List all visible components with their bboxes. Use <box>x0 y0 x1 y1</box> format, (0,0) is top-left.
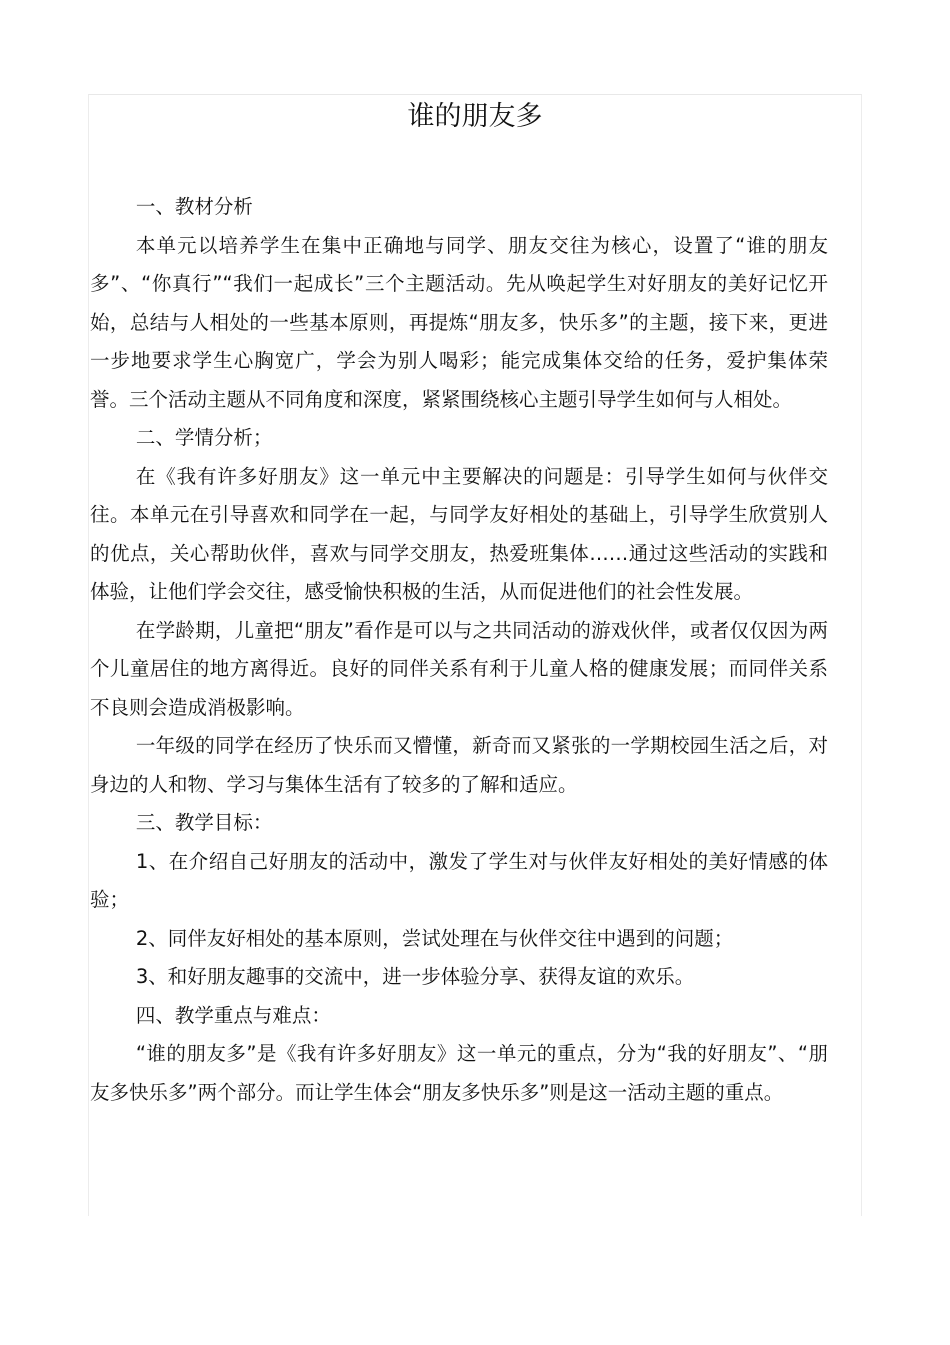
paragraph-learner-analysis-2: 在学龄期，儿童把“朋友”看作是可以与之共同活动的游戏伙伴，或者仅仅因为两个儿童居住的地方离得近。良好的同伴关系有利于儿童人格的健康发展；而同伴关系不良则会造成消极影响。 <box>90 618 828 719</box>
goal-item-3: 3、和好朋友趣事的交流中，进一步体验分享、获得友谊的欢乐。 <box>135 965 695 988</box>
paragraph-learner-analysis-1: 在《我有许多好朋友》这一单元中主要解决的问题是：引导学生如何与伙伴交往。本单元在引导喜欢和同学在一起，与同学友好相处的基础上，引导学生欣赏别人的优点，关心帮助伙伴，喜欢与同学交朋友，热爱班集体……通过这些活动的实践和体验，让他们学会交往，感受愉快积极的生活，从而促进他们的社会性发展。 <box>90 464 828 603</box>
document-title: 谁的朋友多 <box>407 101 543 132</box>
document-body <box>90 188 828 1112</box>
paragraph-textbook-analysis: 本单元以培养学生在集中正确地与同学、朋友交往为核心，设置了“谁的朋友多”、“你真行”“我们一起成长”三个主题活动。先从唤起学生对好朋友的美好记忆开始，总结与人相处的一些基本原则，再提炼“朋友多，快乐多”的主题，接下来，更进一步地要求学生心胸宽广，学会为别人喝彩；能完成集体交给的任务，爱护集体荣誉。三个活动主题从不同角度和深度，紧紧围绕核心主题引导学生如何与人相处。 <box>90 233 828 411</box>
goal-item-2: 2、同伴友好相处的基本原则，尝试处理在与伙伴交往中遇到的问题； <box>135 926 734 950</box>
section-heading-learner-analysis: 二、学情分析； <box>135 426 273 449</box>
section-heading-textbook-analysis: 一、教材分析 <box>135 195 253 218</box>
paragraph-learner-analysis-3: 一年级的同学在经历了快乐而又懵懂，新奇而又紧张的一学期校园生活之后，对身边的人和物、学习与集体生活有了较多的了解和适应。 <box>90 734 828 796</box>
goal-item-1: 1、在介绍自己好朋友的活动中，激发了学生对与伙伴友好相处的美好情感的体验； <box>90 849 828 911</box>
section-heading-key-points: 四、教学重点与难点： <box>135 1003 331 1027</box>
section-heading-teaching-goals: 三、教学目标： <box>135 811 273 834</box>
paragraph-key-points: “谁的朋友多”是《我有许多好朋友》这一单元的重点，分为“我的好朋友”、“朋友多快乐多”两个部分。而让学生体会“朋友多快乐多”则是这一活动主题的重点。 <box>90 1042 828 1104</box>
